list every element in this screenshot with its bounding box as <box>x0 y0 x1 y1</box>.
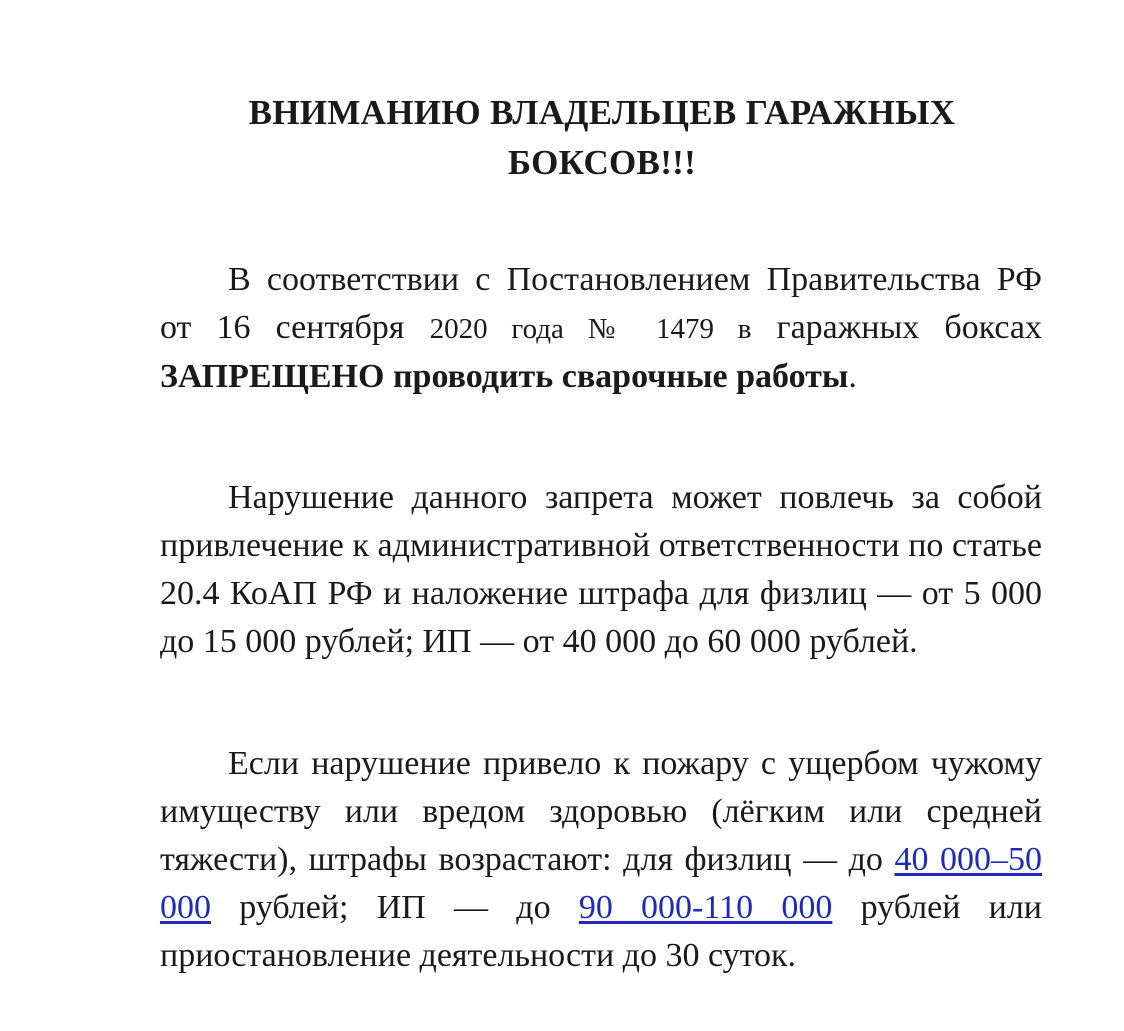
title-line-2: БОКСОВ!!! <box>507 143 697 182</box>
paragraph1-text-d: . <box>848 358 857 395</box>
fine-link-entrepreneurs[interactable]: 90 000-110 000 <box>578 889 833 926</box>
fine-link-individuals[interactable]: 40 000–50 000 <box>160 841 1043 926</box>
title-line-1: ВНИМАНИЮ ВЛАДЕЛЬЦЕВ ГАРАЖНЫХ <box>248 93 956 132</box>
paragraph-regulation <box>160 256 1042 401</box>
paragraph-fire-damage <box>160 740 1042 980</box>
prohibition-bold-text: ЗАПРЕЩЕНО проводить сварочные работы <box>160 358 849 395</box>
notice-title <box>140 88 1064 188</box>
paragraph1-text-c: гаражных боксах <box>776 309 1042 346</box>
paragraph1-text-a: В соответствии с Постановлением Правительства РФ от 16 сентября <box>160 261 1042 346</box>
paragraph3-text-a: Если нарушение привело к пожару с ущербом чужому имуществу или вредом здоровью (лёгким или средней тяжести), штрафы возрастают: для физлиц — до <box>160 745 1042 878</box>
paragraph-penalty <box>160 474 1042 666</box>
paragraph3-text-b: рублей; ИП — до <box>239 889 551 926</box>
paragraph1-text-b: 2020 года № 1479 в <box>429 313 752 345</box>
paragraph2-text: Нарушение данного запрета может повлечь за собой привлечение к административной ответственности по статье 20.4 КоАП РФ и наложение штрафа для физлиц — от 5 000 до 15 000 рублей; ИП — от 40 000 до 60 000 рублей. <box>160 479 1042 660</box>
paragraph3-text-c: рублей или приостановление деятельности до 30 суток. <box>160 889 1042 974</box>
